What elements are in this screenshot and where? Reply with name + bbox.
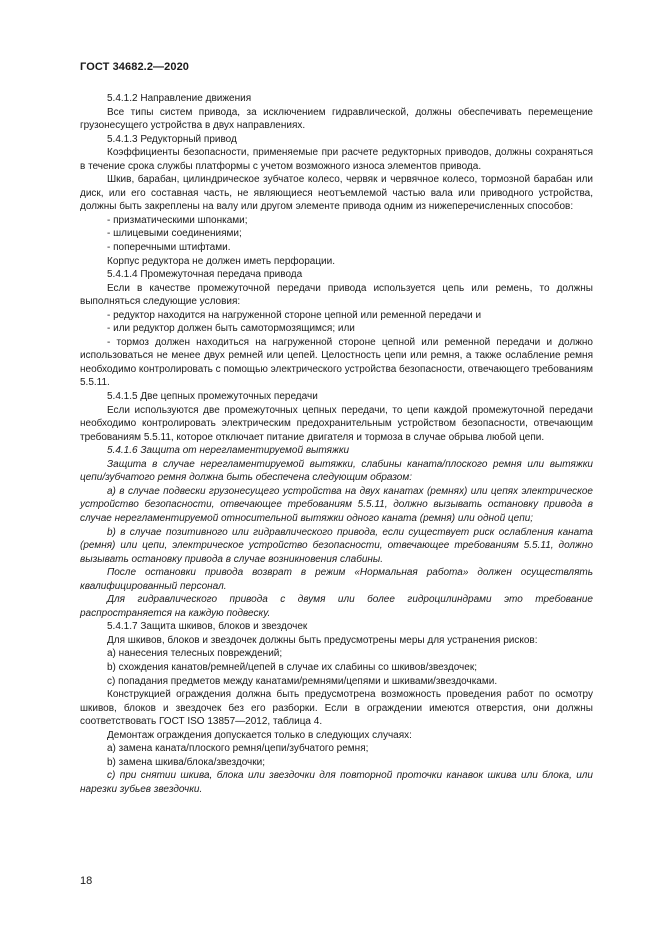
list-item: b) в случае позитивного или гидравлического привода, если существует риск ослабления каната (ремня) или цепи, электрическое устройство безопасности, отвечающее требованиям 5.5.11, должно вызывать остановку привода в случае возникновения слабины. [80,526,593,565]
paragraph: Демонтаж ограждения допускается только в следующих случаях: [107,729,412,741]
paragraph: Все типы систем привода, за исключением гидравлической, должны обеспечивать перемещение грузонесущего устройства в двух направлениях. [80,106,593,132]
section-heading: 5.4.1.3 Редукторный привод [107,133,237,145]
list-item-long: c) при снятии шкива, блока или звездочки для повторной проточки канавок шкива или блока, или нарезки зубьев звездочки. [80,770,593,795]
list-item: - шлицевыми соединениями; [107,228,242,240]
section-heading: 5.4.1.6 Защита от нерегламентируемой вытяжки [107,445,350,457]
paragraph: Если в качестве промежуточной передачи привода используется цепь или ремень, то должны выполняться следующие условия: [80,282,593,308]
list-item: - редуктор находится на нагруженной стороне цепной или ременной передачи и [107,309,482,321]
list-item: b) схождения канатов/ремней/цепей в случае их слабины со шкивов/звездочек; [107,661,477,673]
section-heading: 5.4.1.4 Промежуточная передача привода [107,269,303,281]
list-item-long: - тормоз должен находиться на нагруженной стороне цепной или ременной передачи и должно использоваться не менее двух ремней или цепей. Целостность цепи или ремня, а также ослабление ремня необходимо контролировать с помощью электрического устройства безопасности, отвечающего требованиям 5.5.11. [80,336,593,389]
paragraph: Конструкцией ограждения должна быть предусмотрена возможность проведения работ по осмотру шкивов, блоков и звездочек без его разборки. Если в ограждении имеются отверстия, они должны соответствовать ГОСТ ISO 13857—2012, таблица 4. [80,689,593,728]
page-number: 18 [80,875,93,887]
paragraph: Защита в случае нерегламентируемой вытяжки, слабины каната/плоского ремня или вытяжки цепи/зубчатого ремня должна быть обеспечена следующим образом: [80,458,593,484]
paragraph: Для шкивов, блоков и звездочек должны быть предусмотрены меры для устранения рисков: [107,634,538,646]
paragraph: Шкив, барабан, цилиндрическое зубчатое колесо, червяк и червячное колесо, тормозной барабан или диск, или его составная часть, не являющиеся неотъемлемой частью вала или приводного устройства, должны быть закреплены на валу или другом элементе привода одним из нижеперечисленных способов: [80,174,593,213]
document-body [80,92,593,796]
section-heading: 5.4.1.7 Защита шкивов, блоков и звездочек [107,621,308,633]
list-item: - призматическими шпонками; [107,214,248,226]
paragraph: Если используются две промежуточных цепных передачи, то цепи каждой промежуточной передачи необходимо контролировать электрическим предохранительным устройством безопасности, отвечающим требованиям 5.5.11, которое отключает питание двигателя и тормоза в случае обрыва любой цепи. [80,404,593,443]
list-item: b) замена шкива/блока/звездочки; [107,756,265,768]
paragraph: Коэффициенты безопасности, применяемые при расчете редукторных приводов, должны сохраняться в течение срока службы платформы с учетом возможного износа элементов привода. [80,147,593,172]
list-item: c) попадания предметов между канатами/ремнями/цепями и шкивами/звездочками. [107,675,498,687]
section-heading: 5.4.1.2 Направление движения [107,93,252,104]
section-heading: 5.4.1.5 Две цепных промежуточных передачи [107,391,318,403]
list-item: - или редуктор должен быть самотормозящимся; или [107,323,355,335]
list-item: - поперечными штифтами. [107,242,231,254]
list-item: а) нанесения телесных повреждений; [107,648,283,660]
document-header: ГОСТ 34682.2—2020 [80,61,190,73]
list-item: а) замена каната/плоского ремня/цепи/зубчатого ремня; [107,743,369,755]
paragraph: После остановки привода возврат в режим «Нормальная работа» должен осуществлять квалифицированный персонал. [80,567,593,592]
paragraph: Корпус редуктора не должен иметь перфорации. [107,255,335,267]
list-item: а) в случае подвески грузонесущего устройства на двух канатах (ремнях) или цепях электрическое устройство безопасности, отвечающее требованиям 5.5.11, должно вызывать остановку привода в случае нерегламентируемой относительной вытяжки одного каната (ремня) или одной цепи; [80,485,593,524]
paragraph: Для гидравлического привода с двумя или более гидроцилиндрами это требование распространяется на каждую подвеску. [80,594,593,619]
